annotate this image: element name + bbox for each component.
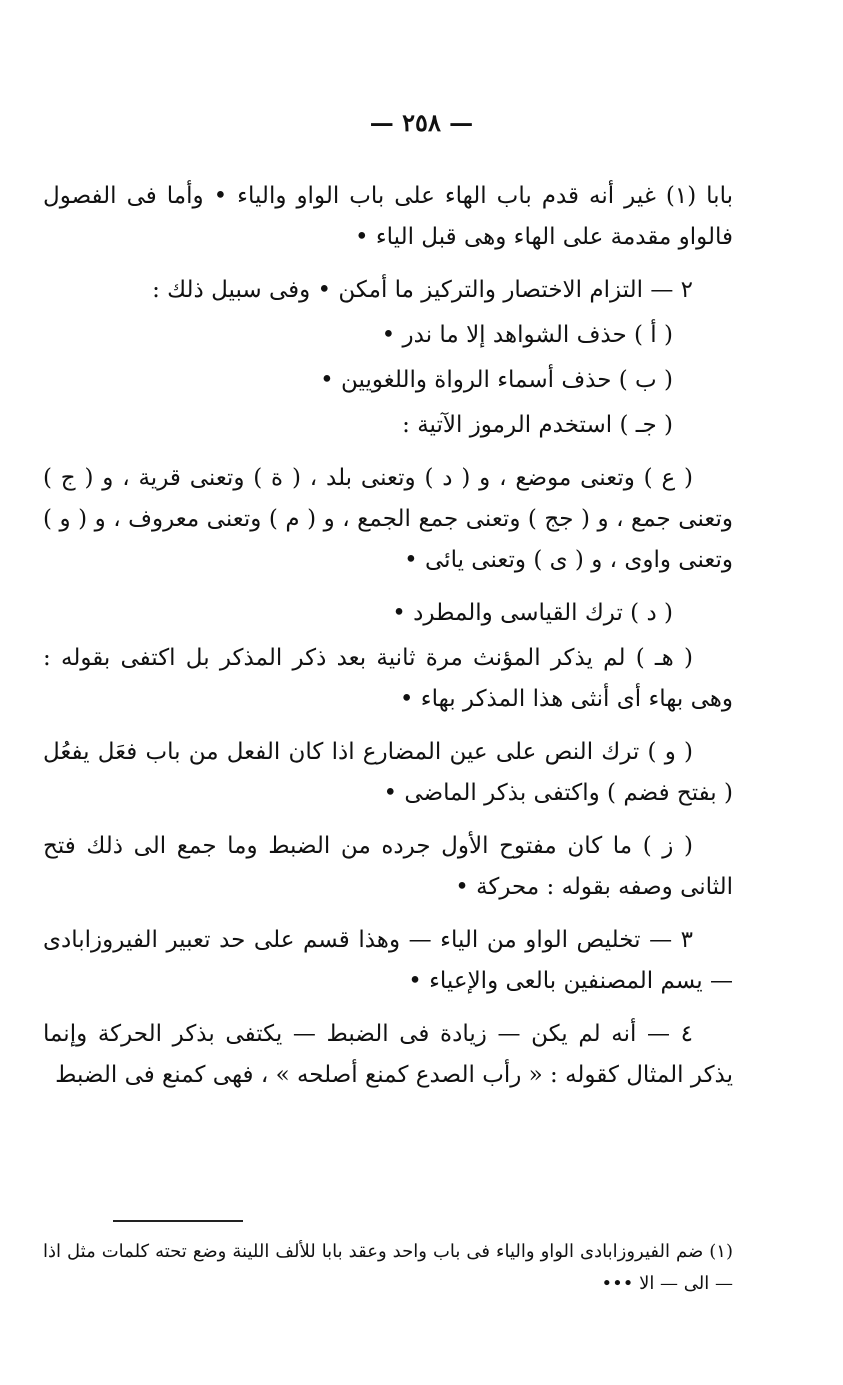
sub-point-a: ( أ ) حذف الشواهد إلا ما ندر • xyxy=(381,322,673,348)
sub-point-h: ( هـ ) لم يذكر المؤنث مرة ثانية بعد ذكر المذكر بل اكتفى بقوله : وهى بهاء أى أنثى هذا المذكر بهاء • xyxy=(43,645,733,712)
paragraph-continuation: بابا (١) غير أنه قدم باب الهاء على باب الواو والياء • وأما فى الفصول فالواو مقدمة على الهاء وهى قبل الياء • xyxy=(43,183,733,250)
point-2-heading: ٢ — التزام الاختصار والتركيز ما أمكن • وفى سبيل ذلك : xyxy=(152,277,693,303)
main-text xyxy=(43,176,733,1108)
sub-point-b: ( ب ) حذف أسماء الرواة واللغويين • xyxy=(320,367,673,393)
footnote: (١) ضم الفيروزابادى الواو والياء فى باب واحد وعقد بابا للألف اللينة وضع تحته كلمات مثل اذا — الى — الا ••• xyxy=(43,1241,733,1294)
sub-point-d: ( د ) ترك القياسى والمطرد • xyxy=(392,600,673,626)
sub-point-z: ( ز ) ما كان مفتوح الأول جرده من الضبط وما جمع الى ذلك فتح الثانى وصفه بقوله : محركة • xyxy=(43,833,733,900)
point-3: ٣ — تخليص الواو من الياء — وهذا قسم على حد تعبير الفيروزابادى — يسم المصنفين بالعى والإعياء • xyxy=(43,927,733,994)
symbols-list: ( ع ) وتعنى موضع ، و ( د ) وتعنى بلد ، ( ة ) وتعنى قرية ، و ( ج ) وتعنى جمع ، و ( جج ) وتعنى جمع الجمع ، و ( م ) وتعنى معروف ، و ( و ) وتعنى واوى ، و ( ى ) وتعنى يائى • xyxy=(43,465,733,573)
footnote-divider xyxy=(113,1220,243,1222)
page-number: — ٢٥٨ — xyxy=(369,108,474,137)
point-4: ٤ — أنه لم يكن — زيادة فى الضبط — يكتفى بذكر الحركة وإنما يذكر المثال كقوله : « رأب الصدع كمنع أصلحه » ، فهى كمنع فى الضبط xyxy=(43,1021,733,1088)
sub-point-w: ( و ) ترك النص على عين المضارع اذا كان الفعل من باب فعَل يفعُل ( بفتح فضم ) واكتفى بذكر الماضى • xyxy=(43,739,733,806)
sub-point-c: ( جـ ) استخدم الرموز الآتية : xyxy=(402,412,673,438)
